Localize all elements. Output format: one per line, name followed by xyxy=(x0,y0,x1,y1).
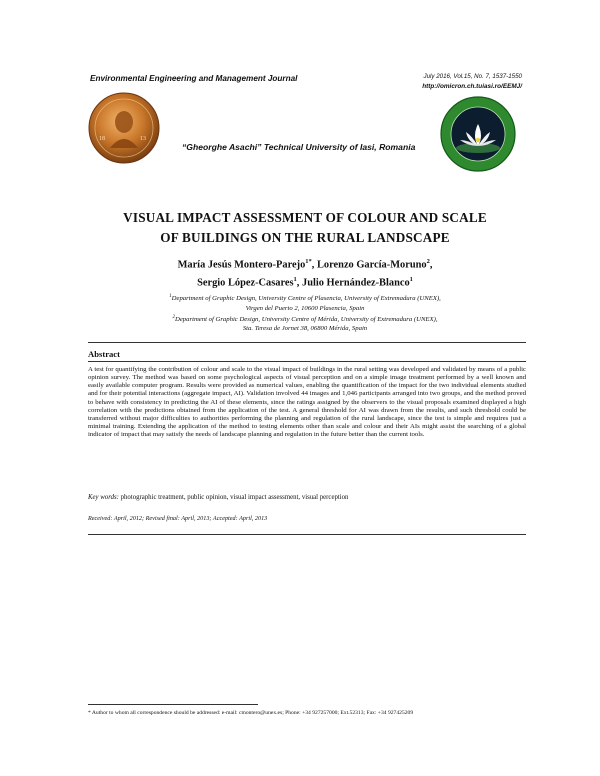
author-separator: , xyxy=(311,259,317,271)
author-name: Julio Hernández-Blanco xyxy=(302,277,410,289)
abstract-top-rule xyxy=(88,342,526,343)
abstract-bottom-rule xyxy=(88,534,526,535)
author-separator: , xyxy=(296,277,302,289)
paper-title xyxy=(60,208,550,248)
author-line-1 xyxy=(60,254,550,272)
affiliation-1-line-2: Virgen del Puerto 2, 10600 Plasencia, Spain xyxy=(245,304,365,312)
medal-year-right: 13 xyxy=(140,136,146,142)
journal-issue: July 2016, Vol.15, No. 7, 1537-1550 xyxy=(423,73,522,80)
author-affiliation-marker: 1 xyxy=(409,276,413,284)
abstract-heading: Abstract xyxy=(88,349,120,359)
author-name: Sergio López-Casares xyxy=(197,277,294,289)
correspondence-footnote: * Author to whom all correspondence should be addressed: e-mail: cmontero@unex.es; Phone: +34 927257000; Ext.52313; Fax: +34 927425209 xyxy=(88,710,414,716)
affiliation-1-line-1 xyxy=(60,292,550,304)
author-separator: , xyxy=(429,259,433,271)
affiliation-text: Department of Graphic Design, University Centre of Plasencia, University of Extremadura (UNEX), xyxy=(171,295,441,303)
journal-url[interactable]: http://omicron.ch.tuiasi.ro/EEMJ/ xyxy=(422,83,522,90)
affiliation-text: Department of Graphic Design, University Centre of Mérida, University of Extremadura (UNEX), xyxy=(175,316,438,324)
abstract-heading-rule xyxy=(88,361,526,362)
author-affiliation-marker: 2 xyxy=(426,258,430,265)
university-medal-logo xyxy=(88,92,160,164)
abstract-body: A test for quantifying the contribution of colour and scale to the visual impact of buildings in the rural setting was developed and validated by means of a public opinion survey. The method was based on some psychological aspects of visual perception and on a simple image treatment performed by a well known and easily available computer program. Results were provided as numerical values, enabling the quantification of the impact for the two individual elements studied and for their potential interactions (aggregate impact, AI). Validation involved 44 images and 1,046 participants arranged into two groups, and the method proved to behave with consistency in predicting the AI of these elements, since the ratings assigned by the observers to the visual proposals examined displayed a high correlation with the predictions obtained from the application of the test. A general threshold for AI was drawn from the results, and such threshold could be transferred without major difficulties to authorities performing the planning and regulation of the rural landscape, since the test is simple and requires just a minimal training. Extending the application of the method to testing elements other than scale and colour and their AIs might assist the searching of a global indicator of impact that may satisfy the needs of landscape planning and regulation in the future better than the current tools. xyxy=(88,366,526,439)
keywords-list: photographic treatment, public opinion, visual impact assessment, visual perception xyxy=(118,494,349,501)
keywords xyxy=(88,494,526,501)
author-affiliation-marker: 1* xyxy=(305,258,312,265)
affiliations xyxy=(60,292,550,334)
affiliation-2-line-1 xyxy=(60,313,550,325)
received-dates: Received: April, 2012; Revised final: April, 2013; Accepted: April, 2013 xyxy=(88,515,268,522)
affiliation-marker: 1 xyxy=(169,294,172,299)
journal-lotus-logo xyxy=(440,96,516,172)
affiliation-2-line-2: Sta. Teresa de Jornet 38, 06800 Mérida, Spain xyxy=(242,325,368,333)
keywords-label: Key words: xyxy=(88,494,119,501)
title-line-2: OF BUILDINGS ON THE RURAL LANDSCAPE xyxy=(160,230,450,245)
footnote-rule xyxy=(88,704,258,705)
university-name: “Gheorghe Asachi” Technical University of Iasi, Romania xyxy=(182,142,416,152)
affiliation-marker: 2 xyxy=(172,314,175,320)
author-name: Lorenzo García-Moruno xyxy=(317,259,427,271)
author-line-2 xyxy=(60,272,550,290)
author-list xyxy=(60,254,550,291)
journal-name: Environmental Engineering and Management Journal xyxy=(90,74,298,83)
author-name: María Jesús Montero-Parejo xyxy=(177,259,306,271)
title-line-1: VISUAL IMPACT ASSESSMENT OF COLOUR AND SCALE xyxy=(123,210,487,225)
author-affiliation-marker: 1 xyxy=(293,276,297,284)
medal-year-left: 18 xyxy=(99,136,105,142)
